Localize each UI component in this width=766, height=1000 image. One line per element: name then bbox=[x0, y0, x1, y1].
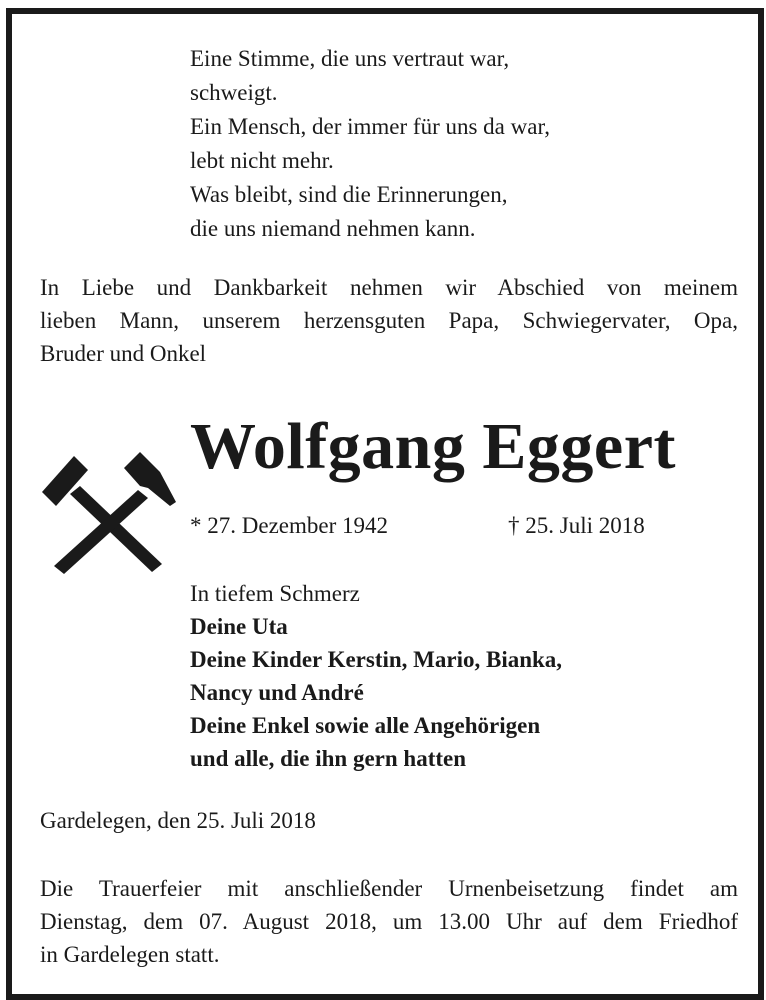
mourner-line: und alle, die ihn gern hatten bbox=[190, 746, 467, 771]
hammer-and-pick-icon bbox=[40, 446, 180, 576]
place-and-date: Gardelegen, den 25. Juli 2018 bbox=[40, 808, 316, 833]
poem-line: schweigt. bbox=[190, 80, 278, 105]
death-date: † 25. Juli 2018 bbox=[508, 513, 645, 538]
poem-line: Eine Stimme, die uns vertraut war, bbox=[190, 46, 510, 71]
mourners bbox=[190, 577, 562, 775]
service-line: in Gardelegen statt. bbox=[40, 942, 220, 967]
poem-line: die uns niemand nehmen kann. bbox=[190, 216, 476, 241]
service-paragraph bbox=[40, 872, 738, 971]
intro-paragraph bbox=[40, 271, 738, 370]
service-line: Die Trauerfeier mit anschließender Urnenbeisetzung findet am bbox=[40, 876, 738, 901]
intro-line: Bruder und Onkel bbox=[40, 341, 207, 366]
mourner-line: Deine Kinder Kerstin, Mario, Bianka, bbox=[190, 647, 563, 672]
intro-line: In Liebe und Dankbarkeit nehmen wir Abschied von meinem bbox=[40, 275, 738, 300]
mourners-intro: In tiefem Schmerz bbox=[190, 581, 360, 606]
mourner-line: Nancy und André bbox=[190, 680, 364, 705]
mourner-line: Deine Enkel sowie alle Angehörigen bbox=[190, 713, 541, 738]
poem-line: lebt nicht mehr. bbox=[190, 148, 334, 173]
service-line: Dienstag, dem 07. August 2018, um 13.00 Uhr auf dem Friedhof bbox=[40, 909, 738, 934]
birth-date: * 27. Dezember 1942 bbox=[190, 513, 388, 538]
intro-line: lieben Mann, unserem herzensguten Papa, Schwiegervater, Opa, bbox=[40, 308, 738, 333]
obituary-notice bbox=[6, 8, 764, 1000]
deceased-name: Wolfgang Eggert bbox=[190, 410, 676, 483]
poem bbox=[190, 42, 550, 246]
mourner-line: Deine Uta bbox=[190, 614, 288, 639]
poem-line: Was bleibt, sind die Erinnerungen, bbox=[190, 182, 508, 207]
poem-line: Ein Mensch, der immer für uns da war, bbox=[190, 114, 550, 139]
